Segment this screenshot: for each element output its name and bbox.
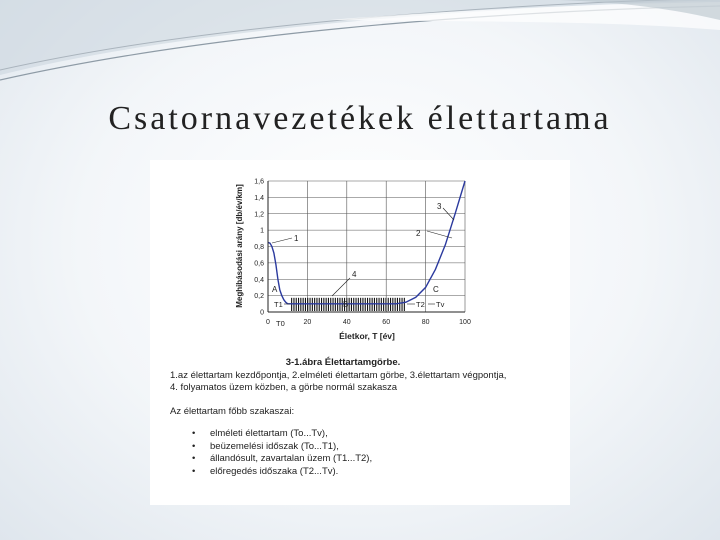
leader-line — [332, 278, 350, 296]
sections-list — [192, 428, 372, 478]
annotation-label: 2 — [416, 229, 421, 238]
x-tick-label: 80 — [421, 319, 430, 326]
y-tick-label: 0 — [260, 309, 264, 317]
y-tick-label: 0,6 — [254, 260, 264, 268]
annotation-label: 3 — [437, 202, 442, 211]
bullet-icon: • — [192, 465, 196, 477]
time-marker-label: T1 — [274, 300, 283, 309]
x-tick-label: 40 — [342, 319, 351, 326]
annotation-label: 4 — [352, 270, 357, 279]
sections-heading: Az élettartam főbb szakaszai: — [170, 406, 295, 417]
time-marker-label: T2 — [416, 300, 425, 309]
leader-line — [272, 238, 292, 243]
list-item-text: elméleti élettartam (To...Tv), — [210, 428, 328, 439]
bullet-icon: • — [192, 453, 196, 464]
list-item-text: előregedés időszaka (T2...Tv). — [210, 465, 339, 477]
list-item — [192, 428, 372, 441]
y-axis-label: Meghibásodási arány [db/év/km] — [235, 184, 244, 308]
x-tick-label: 0 — [266, 319, 270, 326]
list-item — [192, 466, 372, 479]
list-item-text: beüzemelési időszak (To...T1), — [210, 440, 339, 452]
x-axis-label: Életkor, T [év] — [339, 331, 395, 341]
y-tick-label: 1 — [260, 227, 264, 235]
y-tick-label: 1,2 — [254, 211, 264, 219]
list-item — [192, 453, 372, 466]
y-tick-label: 0,4 — [254, 276, 264, 284]
y-tick-label: 1,4 — [254, 194, 264, 202]
region-label: A — [272, 285, 278, 294]
bullet-icon: • — [192, 440, 196, 452]
x-tick-label: 100 — [459, 319, 471, 326]
time-marker-label: T0 — [276, 319, 285, 328]
y-tick-label: 0,8 — [254, 244, 264, 251]
list-item — [192, 441, 372, 454]
x-tick-label: 20 — [303, 319, 312, 326]
region-label: B — [343, 300, 349, 309]
caption-line-1: 1.az élettartam kezdőpontja, 2.elméleti élettartam görbe, 3.élettartam végpontja, — [170, 370, 507, 381]
y-tick-label: 1,6 — [254, 178, 264, 186]
caption-line-2: 4. folyamatos üzem közben, a görbe normál szakasza — [170, 382, 398, 393]
time-marker-label: Tv — [436, 300, 445, 309]
figure-caption-title: 3-1.ábra Élettartamgörbe. — [285, 357, 401, 368]
region-label: C — [433, 285, 439, 294]
slide-title: Csatornavezetékek élettartama — [108, 100, 612, 137]
list-item-text: állandósult, zavartalan üzem (T1...T2), — [210, 453, 373, 464]
y-tick-label: 0,2 — [254, 293, 264, 301]
x-tick-label: 60 — [382, 319, 391, 326]
bullet-icon: • — [192, 428, 196, 439]
annotation-label: 1 — [294, 234, 299, 243]
